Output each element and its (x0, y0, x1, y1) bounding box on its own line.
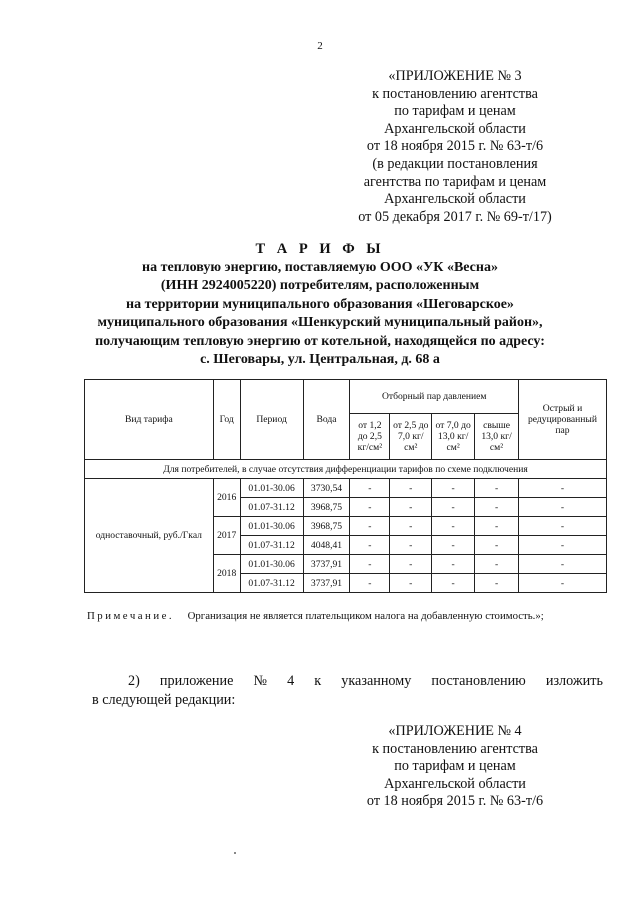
header-pressure-1: от 1,2 до 2,5 кг/см² (350, 414, 390, 460)
water-cell: 4048,41 (303, 536, 350, 555)
header-line: от 18 ноября 2015 г. № 63-т/6 (366, 138, 544, 155)
p3-cell: - (432, 574, 475, 593)
tariff-title (0, 240, 640, 370)
p4-cell: - (475, 536, 519, 555)
note (87, 608, 604, 625)
header-line: Архангельской области (384, 120, 526, 137)
p1-cell: - (350, 536, 390, 555)
para-word: 2) (128, 673, 140, 689)
period-cell: 01.01-30.06 (240, 555, 303, 574)
p2-cell: - (390, 555, 432, 574)
header-sharp-steam: Острый и редуцированный пар (519, 380, 607, 460)
year-cell: 2017 (213, 517, 240, 555)
p4-cell: - (475, 498, 519, 517)
header-year: Год (213, 380, 240, 460)
period-cell: 01.07-31.12 (240, 574, 303, 593)
header-period: Период (240, 380, 303, 460)
p1-cell: - (350, 574, 390, 593)
appendix-4-header (340, 723, 570, 811)
header-line: агентства по тарифам и ценам (363, 173, 547, 190)
p4-cell: - (475, 517, 519, 536)
p2-cell: - (390, 574, 432, 593)
year-cell: 2016 (213, 479, 240, 517)
page-number: 2 (317, 40, 323, 52)
para-word: к (314, 673, 322, 689)
p3-cell: - (432, 555, 475, 574)
header-line: Архангельской области (384, 775, 526, 792)
p1-cell: - (350, 479, 390, 498)
period-cell: 01.01-30.06 (240, 479, 303, 498)
p3-cell: - (432, 479, 475, 498)
water-cell: 3968,75 (303, 517, 350, 536)
header-line: Архангельской области (384, 191, 526, 208)
scan-speck (234, 852, 236, 854)
para-line2: в следующей редакции: (92, 692, 236, 708)
title-line: на территории муниципального образования «Шеговарское» (126, 296, 514, 312)
header-line: от 05 декабря 2017 г. № 69-т/17) (358, 208, 552, 225)
p2-cell: - (390, 479, 432, 498)
header-line: по тарифам и ценам (394, 758, 516, 775)
period-cell: 01.01-30.06 (240, 517, 303, 536)
header-pressure-2: от 2,5 до 7,0 кг/см² (390, 414, 432, 460)
para-word: приложение (159, 673, 234, 689)
sharp-cell: - (519, 498, 607, 517)
header-water: Вода (303, 380, 350, 460)
header-steam: Отборный пар давлением (350, 380, 519, 414)
p3-cell: - (432, 498, 475, 517)
header-line: от 18 ноября 2015 г. № 63-т/6 (366, 793, 544, 810)
tariff-type-cell: одноставочный, руб./Гкал (85, 479, 214, 593)
p4-cell: - (475, 479, 519, 498)
p3-cell: - (432, 536, 475, 555)
water-cell: 3737,91 (303, 574, 350, 593)
header-line: (в редакции постановления (372, 155, 538, 172)
p3-cell: - (432, 517, 475, 536)
p2-cell: - (390, 498, 432, 517)
para-word: 4 (287, 673, 295, 689)
sharp-cell: - (519, 536, 607, 555)
sharp-cell: - (519, 517, 607, 536)
sharp-cell: - (519, 555, 607, 574)
para-word: постановлению (431, 673, 526, 689)
appendix-3-header (340, 68, 570, 226)
header-line: «ПРИЛОЖЕНИЕ № 3 (388, 68, 522, 84)
title-line: с. Шеговары, ул. Центральная, д. 68 а (200, 352, 440, 367)
year-cell: 2018 (213, 555, 240, 593)
section-row: Для потребителей, в случае отсутствия дифференциации тарифов по схеме подключения (85, 460, 607, 479)
water-cell: 3730,54 (303, 479, 350, 498)
p1-cell: - (350, 498, 390, 517)
header-line: «ПРИЛОЖЕНИЕ № 4 (388, 723, 522, 739)
header-line: к постановлению агентства (372, 740, 538, 757)
sharp-cell: - (519, 479, 607, 498)
p4-cell: - (475, 555, 519, 574)
header-line: по тарифам и ценам (394, 103, 516, 120)
title-line: на тепловую энергию, поставляемую ООО «УК «Весна» (142, 259, 498, 275)
title-line: получающим тепловую энергию от котельной, находящейся по адресу: (95, 333, 545, 349)
sharp-cell: - (519, 574, 607, 593)
note-text: Организация не является плательщиком налога на добавленную стоимость.»; (187, 610, 544, 622)
p4-cell: - (475, 574, 519, 593)
para-word: № (253, 673, 268, 689)
period-cell: 01.07-31.12 (240, 498, 303, 517)
header-line: к постановлению агентства (372, 85, 538, 102)
water-cell: 3737,91 (303, 555, 350, 574)
p1-cell: - (350, 555, 390, 574)
amendment-paragraph (92, 672, 603, 710)
header-pressure-3: от 7,0 до 13,0 кг/см² (432, 414, 475, 460)
note-label: Примечание. (87, 610, 175, 622)
title-heading: Т А Р И Ф Ы (255, 241, 385, 257)
title-line: муниципального образования «Шенкурский муниципальный район», (97, 315, 543, 330)
title-line: (ИНН 2924005220) потребителям, расположенным (160, 278, 480, 293)
water-cell: 3968,75 (303, 498, 350, 517)
header-pressure-4: свыше 13,0 кг/см² (475, 414, 519, 460)
period-cell: 01.07-31.12 (240, 536, 303, 555)
p2-cell: - (390, 536, 432, 555)
para-word: изложить (545, 673, 603, 689)
tariff-table (84, 379, 607, 593)
p2-cell: - (390, 517, 432, 536)
header-tariff-type: Вид тарифа (85, 380, 214, 460)
p1-cell: - (350, 517, 390, 536)
para-word: указанному (341, 673, 412, 689)
